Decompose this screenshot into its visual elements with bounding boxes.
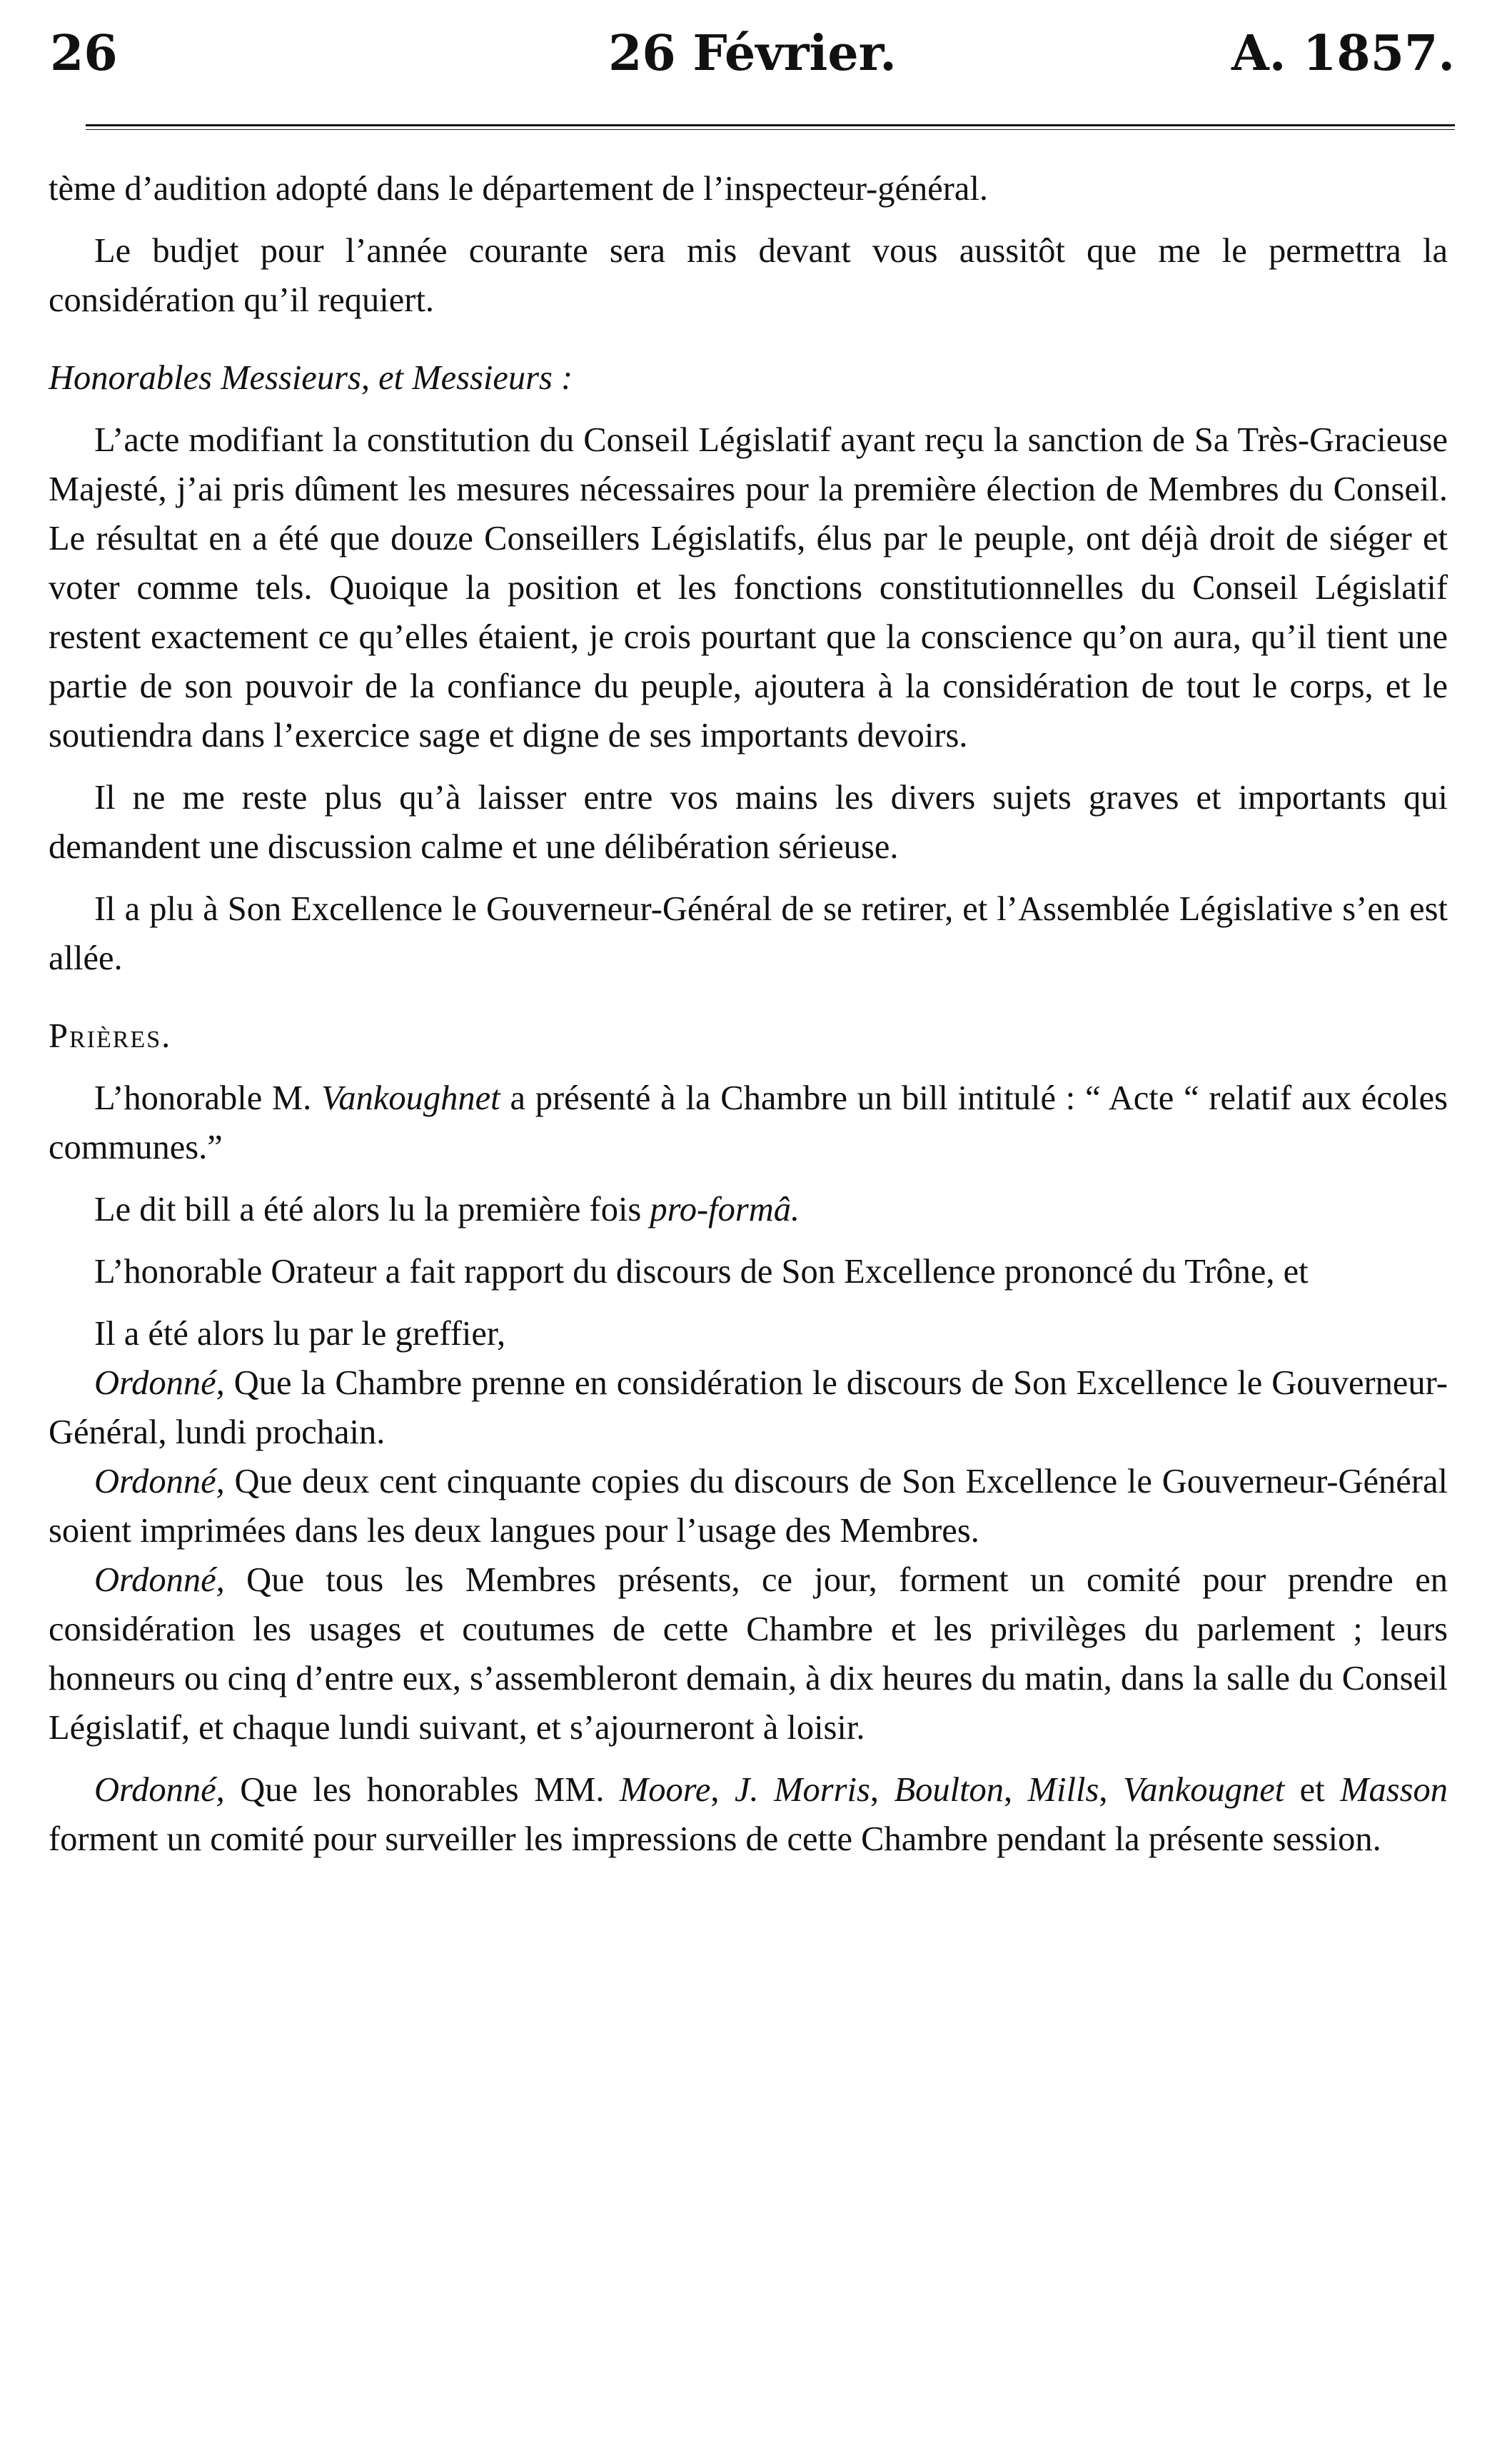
separator: , <box>710 1771 735 1809</box>
member-morris: J. Morris <box>735 1771 870 1809</box>
page-number: 26 <box>50 25 118 82</box>
page-header <box>50 14 1455 93</box>
address-line <box>49 353 1448 403</box>
order-3 <box>49 1555 1448 1752</box>
member-moore: Moore <box>619 1771 711 1809</box>
member-mills: Mills <box>1027 1771 1099 1809</box>
document-body <box>49 164 1448 1864</box>
separator: , <box>1099 1771 1123 1809</box>
member-vankougnet: Vankougnet <box>1122 1771 1285 1809</box>
section-heading <box>49 1011 1448 1061</box>
bill-text-b: a présenté à la Chambre un bill intitulé : “ Acte “ relatif aux écoles communes.” <box>49 1079 1448 1166</box>
paragraph-greffier: Il a été alors lu par le greffier, <box>94 1315 506 1353</box>
order-2 <box>49 1457 1448 1555</box>
ordonne-label: Ordonné, <box>94 1561 225 1599</box>
order-4-text-a: Que les honorables MM. <box>224 1771 620 1809</box>
header-rule <box>86 124 1455 130</box>
paragraph-conseil: L’acte modifiant la constitution du Conseil Législatif ayant reçu la sanction de Sa Très-Gracieuse Majesté, j’ai pris dûment les mesures nécessaires pour la première élection de Membres du Conseil. Le résultat en a été que douze Conseillers Législatifs, élus par le peuple, ont déjà droit de siéger et voter comme tels. Quoique la position et les fonctions constitutionnelles du Conseil Législatif restent exactement ce qu’elles étaient, je crois pourtant que la conscience qu’on aura, qu’il tient une partie de son pouvoir de la confiance du peuple, ajoutera à la considération de tout le corps, et le soutiendra dans l’exercice sage et digne de ses importants devoirs. <box>49 421 1448 755</box>
paragraph-orateur: L’honorable Orateur a fait rapport du discours de Son Excellence prononcé du Trône, et <box>94 1253 1309 1291</box>
order-4 <box>49 1765 1448 1864</box>
address-text: Honorables Messieurs, et Messieurs : <box>49 359 573 397</box>
ordonne-label: Ordonné, <box>94 1364 225 1402</box>
paragraph-bill <box>49 1074 1448 1172</box>
paragraph-retirer: Il a plu à Son Excellence le Gouverneur-Général de se retirer, et l’Assemblée Législative s’en est allée. <box>49 890 1448 977</box>
bill-member-name: Vankoughnet <box>321 1079 500 1117</box>
member-boulton: Boulton <box>894 1771 1004 1809</box>
order-3-text: Que tous les Membres présents, ce jour, forment un comité pour prendre en considération les usages et coutumes de cette Chambre et les privilèges du parlement ; leurs honneurs ou cinq d’entre eux, s’assembleront demain, à dix heures du matin, dans la salle du Conseil Législatif, et chaque lundi suivant, et s’ajourneront à loisir. <box>49 1561 1448 1747</box>
separator: , <box>870 1771 894 1809</box>
order-1 <box>49 1358 1448 1457</box>
separator: , <box>1004 1771 1028 1809</box>
paragraph-budget: Le budjet pour l’année courante sera mis devant vous aussitôt que me le permettra la considération qu’il requiert. <box>49 232 1448 319</box>
paragraph-sujets: Il ne me reste plus qu’à laisser entre vos mains les divers sujets graves et importants qui demandent une discussion calme et une délibération sérieuse. <box>49 779 1448 866</box>
order-4-text-b: forment un comité pour surveiller les impressions de cette Chambre pendant la présente session. <box>49 1820 1381 1858</box>
order-2-text: Que deux cent cinquante copies du discours de Son Excellence le Gouverneur-Général soient imprimées dans les deux langues pour l’usage des Membres. <box>49 1463 1448 1550</box>
conjunction: et <box>1284 1771 1341 1809</box>
proforma-latin: pro-formâ. <box>650 1191 800 1228</box>
proforma-text: Le dit bill a été alors lu la première fois <box>94 1191 650 1228</box>
paragraph-proforma <box>49 1185 1448 1234</box>
member-masson: Masson <box>1340 1771 1448 1809</box>
header-date: 26 Février. <box>608 25 897 82</box>
paragraph-1: tème d’audition adopté dans le département de l’inspecteur-général. <box>49 170 989 208</box>
prieres-heading: Prières. <box>49 1017 172 1055</box>
header-year: A. 1857. <box>1231 25 1455 82</box>
ordonne-label: Ordonné, <box>94 1463 225 1500</box>
ordonne-label: Ordonné, <box>94 1771 225 1809</box>
bill-text-a: L’honorable M. <box>94 1079 322 1117</box>
order-1-text: Que la Chambre prenne en considération le discours de Son Excellence le Gouverneur-Général, lundi prochain. <box>49 1364 1448 1451</box>
